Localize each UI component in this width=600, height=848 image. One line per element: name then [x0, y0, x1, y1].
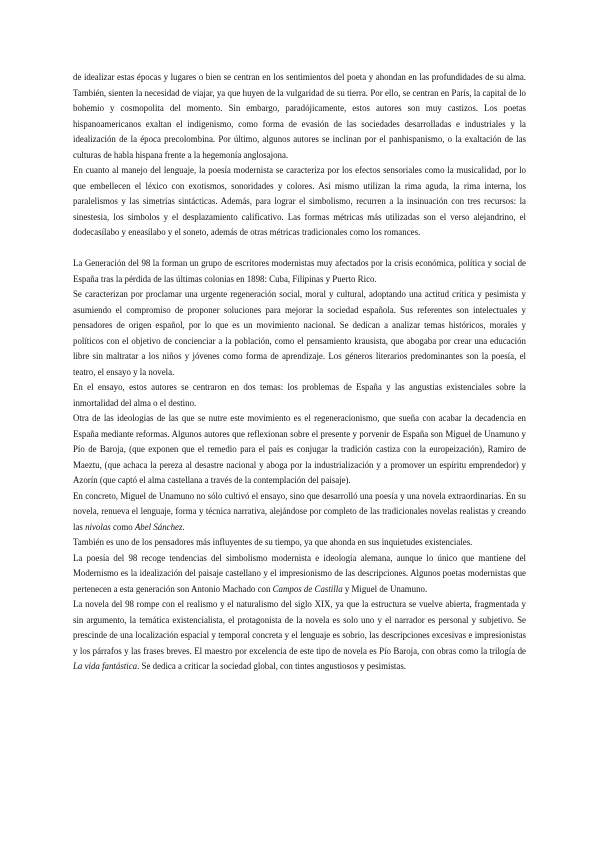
paragraph-p2: [73, 163, 526, 241]
paragraph-gap: [73, 241, 526, 257]
paragraph-p5: [73, 380, 526, 411]
text-run: En concreto, Miguel de Unamuno no sólo cultivó el ensayo, sino que desarrolló una poesía y una novela extraordinarias. En su novela, renueva el lenguaje, forma y técnica narrativa, alejándose por completo de las tradicionales novelas realistas y creando las: [73, 490, 526, 532]
paragraph-p1: [73, 70, 526, 163]
italic-title: Campos de Castilla: [272, 583, 343, 594]
text-run: También es uno de los pensadores más influyentes de su tiempo, ya que ahonda en sus inquietudes existenciales.: [73, 537, 473, 547]
italic-title: Abel Sánchez: [134, 521, 183, 532]
text-run: En cuanto al manejo del lenguaje, la poesía modernista se caracteriza por los efectos sensoriales como la musicalidad, por lo que embellecen el léxico con exotismos, sonoridades y colores. Así mismo utilizan la rima aguda, la rima interna, los paralelismos y las simetrías sintácticas. Además, para lograr el simbolismo, recurren a la insinuación con tres recursos: la sinestesia, los símbolos y el desplazamiento calificativo. Las formas métricas más utilizadas son el verso alejandrino, el dodecasílabo y eneasílabo y el soneto, además de otras métricas tradicionales como los romances.: [73, 165, 526, 237]
text-run: . Se dedica a criticar la sociedad global, con tintes angustiosos y pesimistas.: [137, 661, 407, 671]
text-run: Se caracterizan por proclamar una urgente regeneración social, moral y cultural, adoptando una actitud crítica y pesimista y asumiendo el compromiso de proponer soluciones para mejorar la sociedad española. Sus referentes son intelectuales y pensadores de origen español, por lo que es un movimiento nacional. Se dedican a analizar temas históricos, morales y políticos con el objetivo de concienciar a la población, como el pensamiento krausista, que abogaba por crear una educación libre sin maltratar a los niños y jóvenes como forma de aprendizaje. Los géneros literarios predominantes son la poesía, el teatro, el ensayo y la novela.: [73, 289, 526, 377]
text-run: Otra de las ideologías de las que se nutre este movimiento es el regeneracionismo, que sueña con acabar la decadencia en España mediante reformas. Algunos autores que reflexionan sobre el presente y porvenir de España son Miguel de Unamuno y Pío de Baroja, (que exponen que el remedio para el país es conjugar la tradición castiza con la europeización), Ramiro de Maeztu, (que achaca la pereza al desastre nacional y aboga por la industrialización y a promover un espíritu emprendedor) y Azorín (que captó el alma castellana a través de la contemplación del paisaje).: [73, 413, 526, 485]
text-run: .: [182, 521, 185, 532]
text-run: La novela del 98 rompe con el realismo y el naturalismo del siglo XIX, ya que la estructura se vuelve abierta, fragmentada y sin argumento, la temática existencialista, el protagonista de la novela es solo uno y el narrador es personal y subjetivo. Se prescinde de una localización espacial y temporal concreta y el lenguaje es sobrio, las descripciones excesivas e impresionistas y los párrafos y las frases breves. El maestro por excelencia de este tipo de novela es Pío Baroja, con obras como la trilogía de: [73, 599, 526, 656]
text-run: La poesía del 98 recoge tendencias del simbolismo modernista e ideología alemana, aunque lo único que mantiene del Modernismo es la idealización del paisaje castellano y el impresionismo de las descripciones. Algunos poetas modernistas que pertenecen a esta generación son Antonio Machado con: [73, 552, 526, 594]
document-body: [73, 70, 526, 675]
paragraph-p10: [73, 597, 526, 675]
text-run: y Miguel de Unamuno.: [342, 583, 428, 594]
text-run: de idealizar estas épocas y lugares o bien se centran en los sentimientos del poeta y ahondan en las profundidades de su alma. También, sienten la necesidad de viajar, ya que huyen de la vulgaridad de su tierra. Por ello, se centran en París, la capital de lo bohemio y cosmopolita del momento. Sin embargo, paradójicamente, estos autores son muy castizos. Los poetas hispanoamericanos exaltan el indigenismo, como forma de evasión de las sociedades desarrolladas e industriales y la idealización de la época precolombina. Por último, algunos autores se inclinan por el panhispanismo, o la exaltación de las culturas de habla hispana frente a la hegemonía anglosajona.: [73, 72, 526, 160]
paragraph-p3: [73, 256, 526, 287]
text-run: La Generación del 98 la forman un grupo de escritores modernistas muy afectados por la crisis económica, política y social de España tras la pérdida de las últimas colonias en 1898: Cuba, Filipinas y Puerto Rico.: [73, 258, 526, 284]
paragraph-p4: [73, 287, 526, 380]
paragraph-p9: [73, 551, 526, 598]
paragraph-p6: [73, 411, 526, 489]
text-run: En el ensayo, estos autores se centraron en dos temas: los problemas de España y las angustias existenciales sobre la inmortalidad del alma o el destino.: [73, 382, 526, 408]
italic-title: La vida fantástica: [73, 661, 138, 671]
text-run: como: [110, 521, 135, 532]
paragraph-p8: [73, 535, 526, 551]
italic-title: nivolas: [85, 521, 111, 532]
paragraph-p7: [73, 489, 526, 536]
